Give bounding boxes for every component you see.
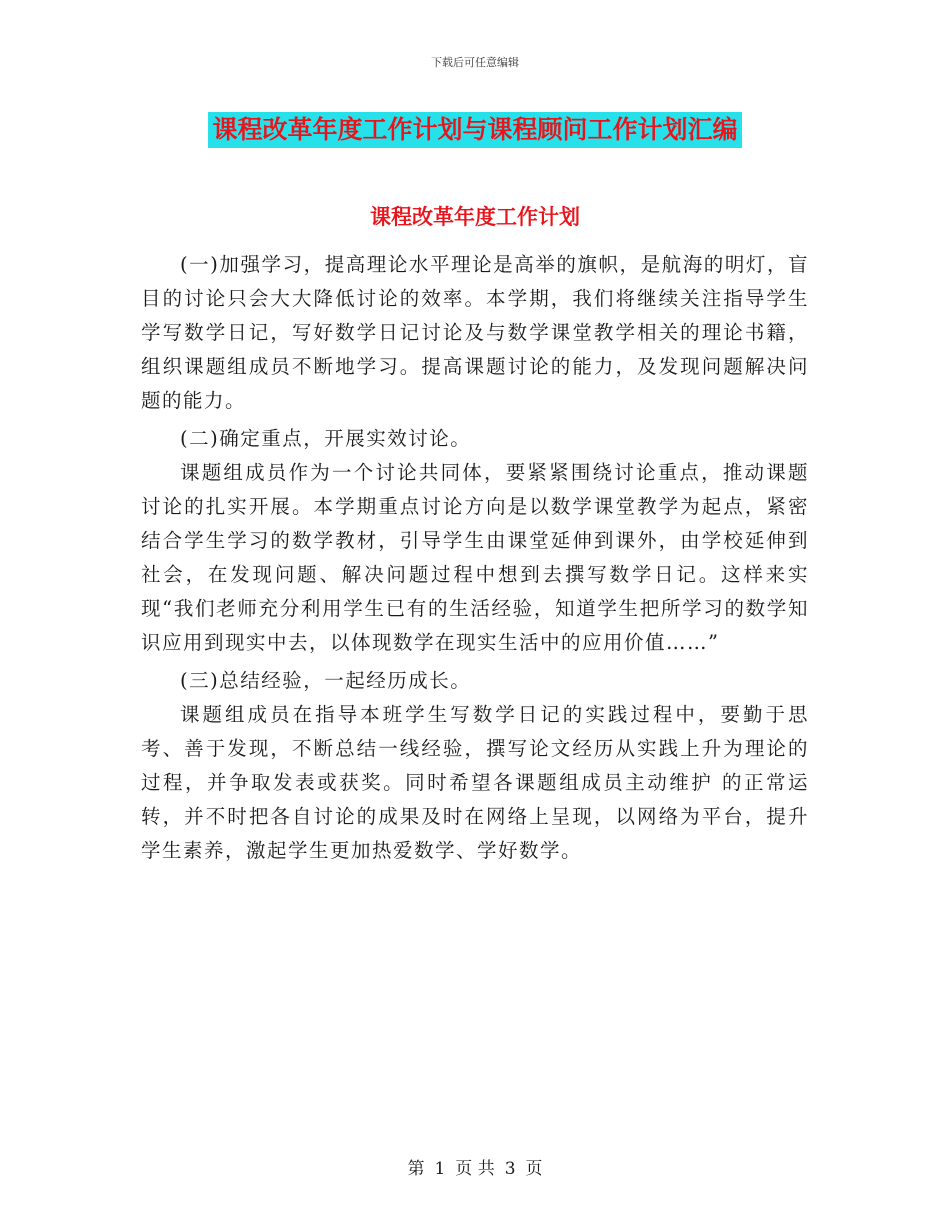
section-title: 课程改革年度工作计划 xyxy=(370,204,580,229)
footer-page-number: 1 xyxy=(434,1159,446,1179)
document-body xyxy=(141,248,809,872)
footer-mid: 页 共 xyxy=(455,1159,495,1179)
paragraph-4-heading: (三)总结经验，一起经历成长。 xyxy=(180,669,472,692)
footer-prefix: 第 xyxy=(407,1159,425,1179)
footer-total-pages: 3 xyxy=(504,1159,516,1179)
paragraph-1: (一)加强学习，提高理论水平理论是高举的旗帜，是航海的明灯，盲目的讨论只会大大降低讨论的效率。本学期，我们将继续关注指导学生学写数学日记，写好数学日记讨论及与数学课堂教学相关的理论书籍，组织课题组成员不断地学习。提高课题讨论的能力，及发现问题解决问题的能力。 xyxy=(141,253,809,412)
paragraph-3: 课题组成员作为一个讨论共同体，要紧紧围绕讨论重点，推动课题讨论的扎实开展。本学期重点讨论方向是以数学课堂教学为起点，紧密结合学生学习的数学教材，引导学生由课堂延伸到课外，由学校延伸到社会，在发现问题、解决问题过程中想到去撰写数学日记。这样来实现“我们老师充分利用学生已有的生活经验，知道学生把所学习的数学知识应用到现实中去，以体现数学在现实生活中的应用价值……” xyxy=(141,461,809,654)
paragraph-2-heading: (二)确定重点，开展实效讨论。 xyxy=(180,427,472,450)
header-note: 下载后可任意编辑 xyxy=(431,56,519,69)
document-title: 课程改革年度工作计划与课程顾问工作计划汇编 xyxy=(208,112,741,148)
document-title-wrap xyxy=(0,112,950,148)
page-footer xyxy=(0,1154,950,1179)
footer-suffix: 页 xyxy=(525,1159,543,1179)
paragraph-5: 课题组成员在指导本班学生写数学日记的实践过程中，要勤于思考、善于发现，不断总结一线经验，撰写论文经历从实践上升为理论的过程，并争取发表或获奖。同时希望各课题组成员主动维护 的正常运转，并不时把各自讨论的成果及时在网络上呈现，以网络为平台，提升学生素养，激起学生更加热爱数学、学好数学。 xyxy=(141,703,809,862)
